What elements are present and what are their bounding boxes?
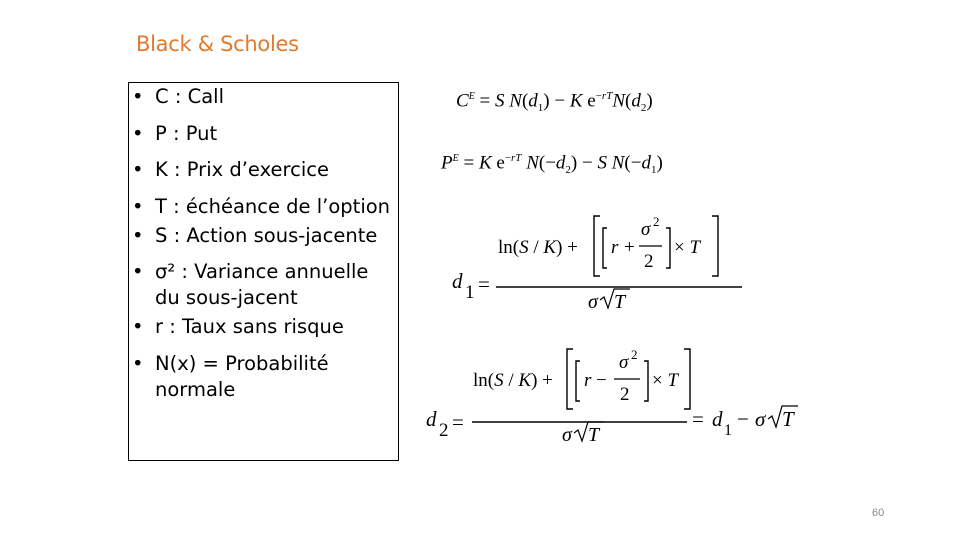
d2-formula	[422, 342, 802, 454]
definition-item: • P : Put	[132, 121, 397, 147]
svg-text:σ: σ	[562, 424, 572, 446]
definition-item: • σ² : Variance annuelle du sous-jacent	[132, 259, 397, 311]
svg-text:σ: σ	[588, 291, 598, 313]
call-formula: $C^E = S$ $N(d_1) - K$ $e^{-rT}N(d_2)$	[456, 90, 653, 115]
definition-item: • r : Taux sans risque	[132, 314, 397, 340]
svg-text:+: +	[624, 237, 635, 258]
put-formula: $P^E = K$ $e^{-rT}$ $N(-d_2) - S$ $N(-d_1)$	[441, 152, 663, 177]
svg-text:=: =	[478, 272, 490, 296]
definition-item: • N(x) = Probabilité normale	[132, 351, 397, 403]
svg-text:T: T	[588, 424, 600, 446]
svg-text:=: =	[692, 407, 704, 431]
svg-text:d: d	[426, 407, 437, 431]
svg-text:2: 2	[620, 384, 630, 405]
definition-item: • S : Action sous-jacente	[132, 223, 397, 249]
svg-text:=: =	[452, 410, 464, 434]
page-number: 60	[872, 507, 885, 519]
d1-formula	[448, 204, 748, 316]
svg-text:d: d	[712, 407, 723, 431]
svg-text:r: r	[584, 370, 592, 391]
svg-text:2: 2	[653, 214, 660, 229]
svg-text:× T: × T	[674, 237, 701, 258]
svg-text:ln(S / K) +: ln(S / K) +	[473, 370, 553, 391]
definition-item: • C : Call	[132, 84, 397, 110]
svg-text:d: d	[452, 269, 463, 293]
svg-text:1: 1	[465, 282, 475, 303]
svg-text:1: 1	[724, 422, 732, 439]
svg-text:2: 2	[644, 251, 654, 272]
svg-text:r: r	[611, 237, 619, 258]
svg-text:−: −	[596, 370, 607, 391]
svg-text:σ: σ	[641, 219, 651, 240]
slide-title: Black & Scholes	[136, 32, 299, 56]
svg-text:T: T	[614, 291, 626, 313]
definition-item: • K : Prix d’exercice	[132, 157, 397, 183]
definitions-list	[132, 84, 397, 413]
svg-text:σ: σ	[755, 407, 766, 431]
svg-text:× T: × T	[652, 370, 679, 391]
svg-text:ln(S / K) +: ln(S / K) +	[498, 237, 578, 258]
svg-text:T: T	[782, 407, 794, 431]
svg-text:−: −	[737, 407, 749, 431]
svg-text:2: 2	[631, 347, 638, 362]
definition-item: • T : échéance de l’option	[132, 194, 397, 220]
svg-text:σ: σ	[619, 352, 629, 373]
svg-text:2: 2	[439, 420, 449, 441]
